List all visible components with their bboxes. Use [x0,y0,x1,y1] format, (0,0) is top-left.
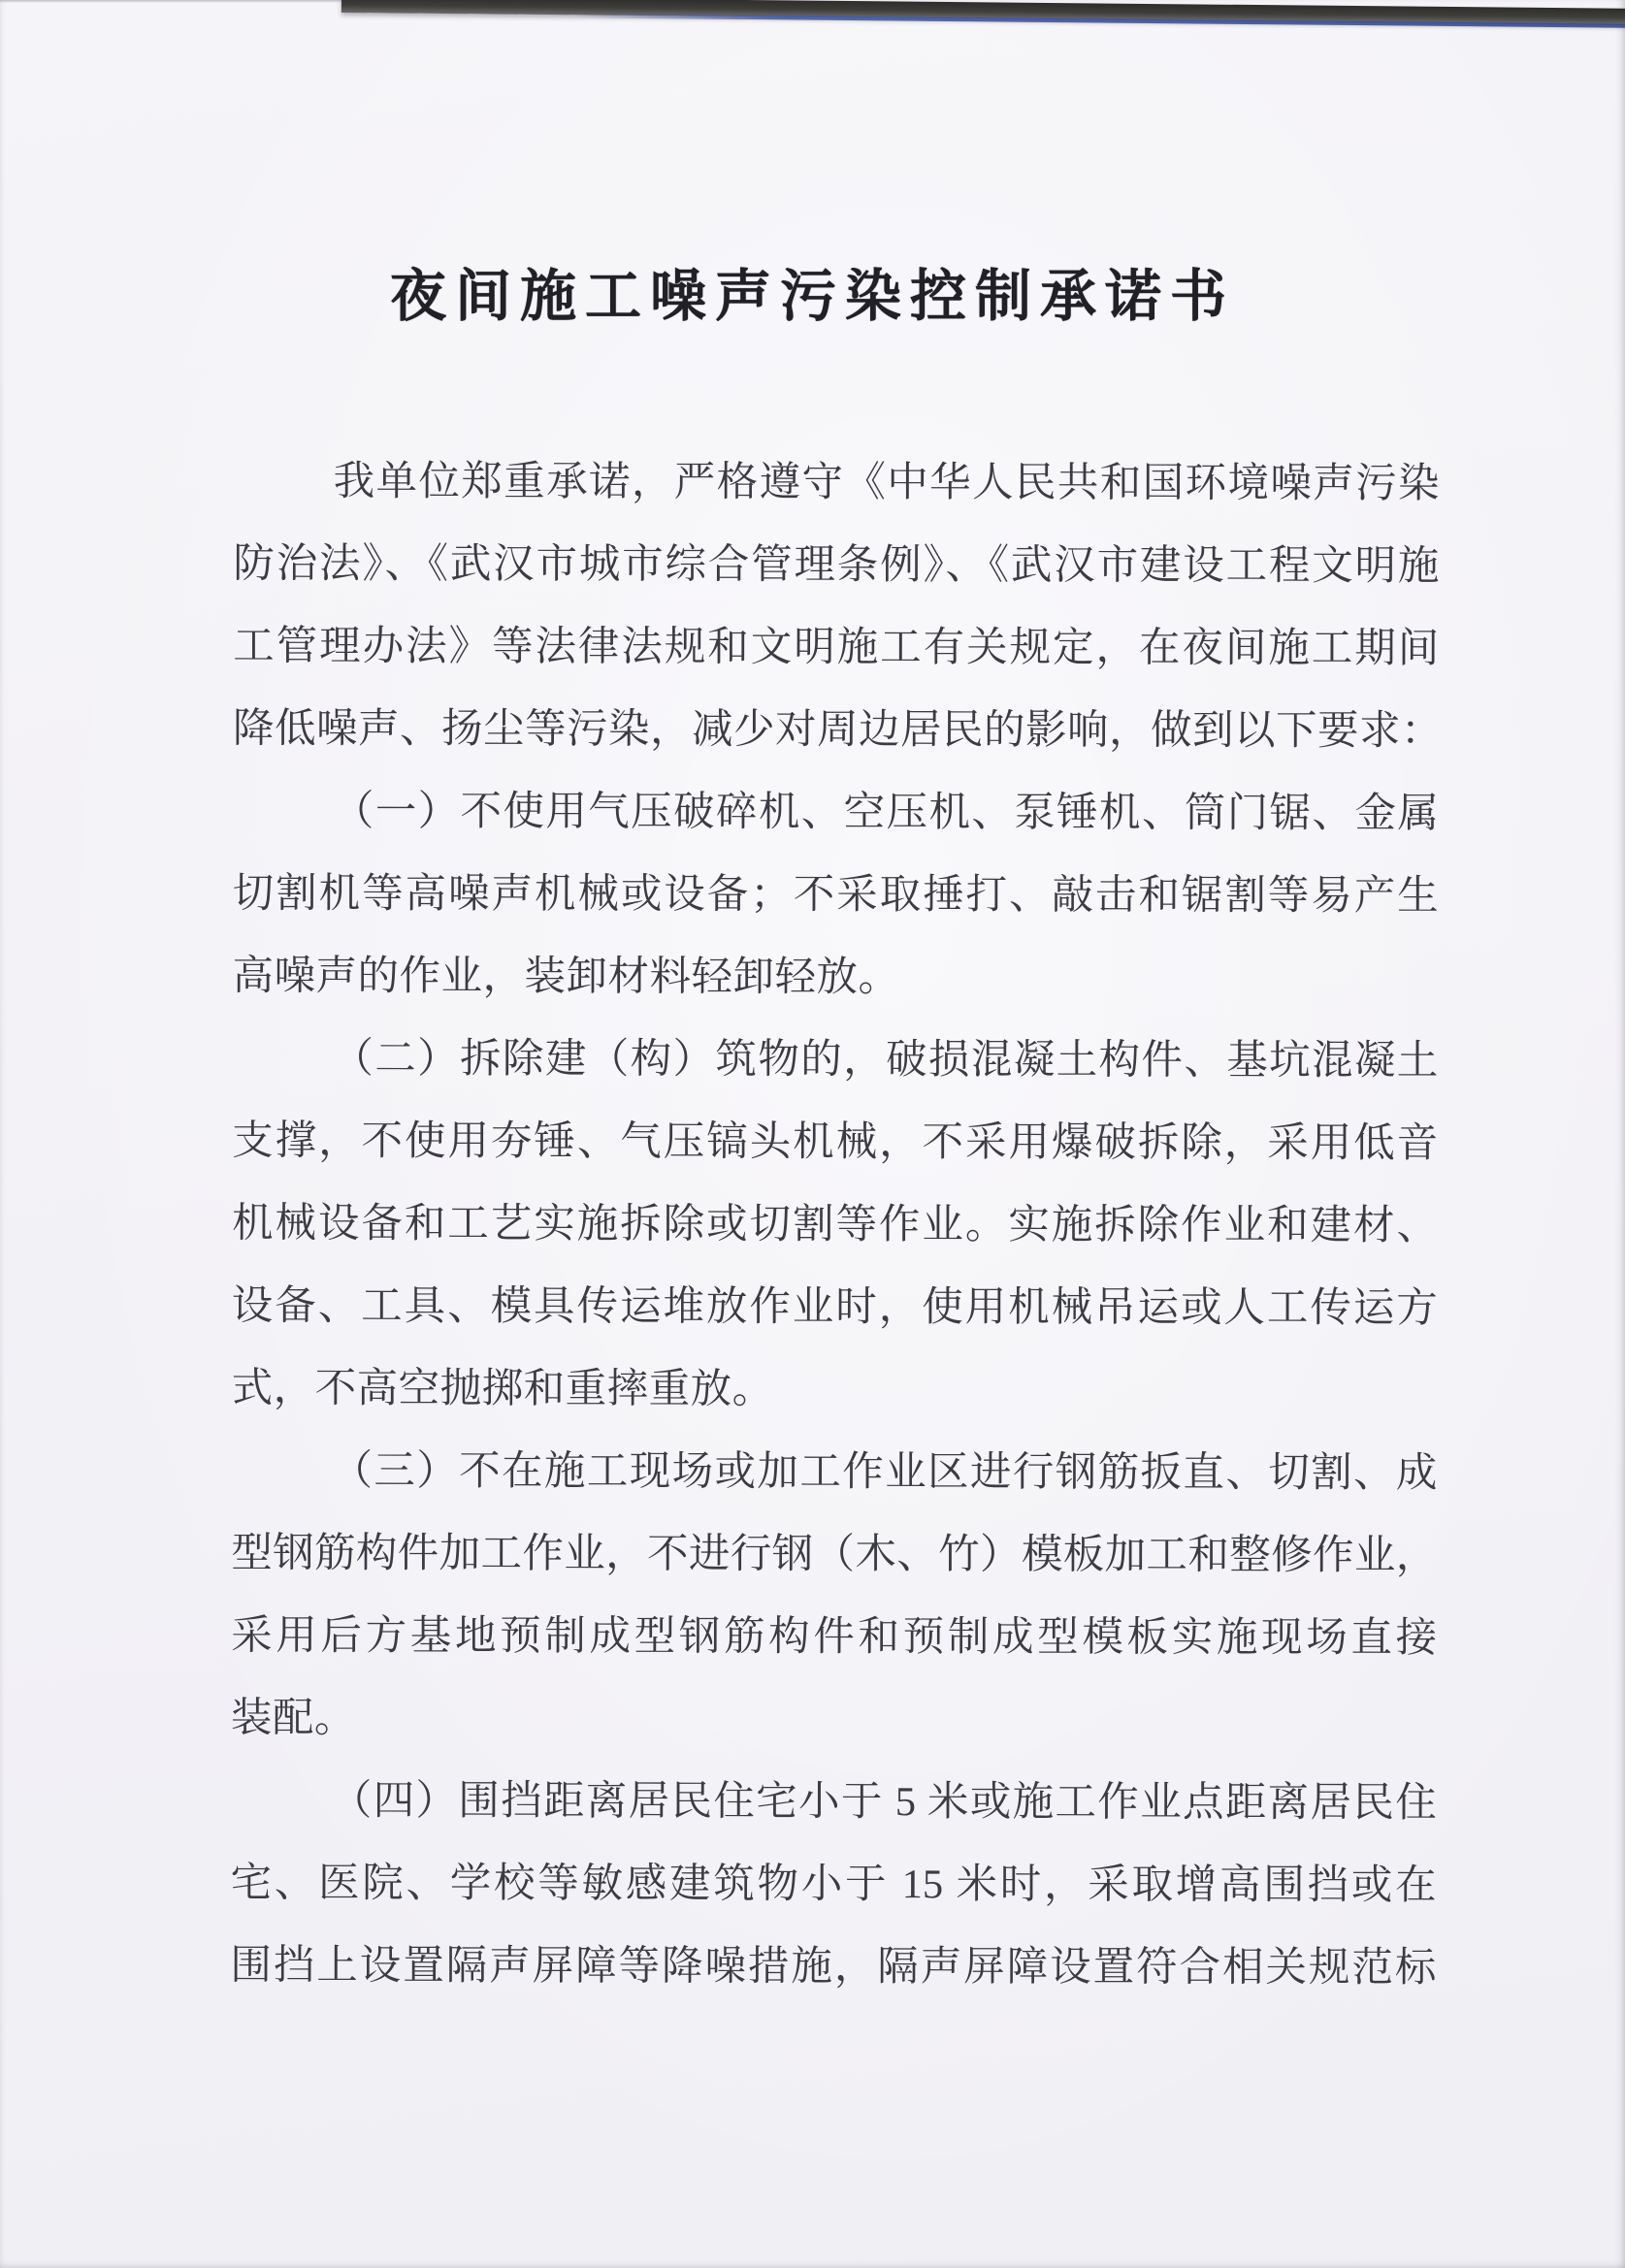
text-line: 工管理办法》等法律法规和文明施工有关规定，在夜间施工期间 [233,623,1440,672]
document-title: 夜间施工噪声污染控制承诺书 [389,265,1235,328]
text-line: 机械设备和工艺实施拆除或切割等作业。实施拆除作业和建材、 [231,1200,1439,1249]
scanner-edge-artifact [341,0,1625,38]
text-line: 防治法》、《武汉市城市综合管理条例》、《武汉市建设工程文明施 [233,540,1440,590]
text-line: 我单位郑重承诺，严格遵守《中华人民共和国环境噪声污染 [333,458,1440,507]
text-line: 降低噪声、扬尘等污染，减少对周边居民的影响，做到以下要求： [233,705,1444,755]
text-line: 高噪声的作业，装卸材料轻卸轻放。 [232,953,900,1001]
text-line: 设备、工具、模具传运堆放作业时，使用机械吊运或人工传运方 [231,1282,1438,1332]
text-line: （四）围挡距离居民住宅小于 5 米或施工作业点距离居民住 [330,1777,1437,1827]
text-line: （二）拆除建（构）筑物的，破损混凝土构件、基坑混凝土 [332,1035,1439,1085]
text-line: 型钢筋构件加工作业，不进行钢（木、竹）模板加工和整修作业， [231,1530,1438,1579]
text-line: （三）不在施工现场或加工作业区进行钢筋扳直、切割、成 [331,1447,1438,1497]
text-line: 切割机等高噪声机械或设备；不采取捶打、敲击和锯割等易产生 [232,870,1439,920]
text-line: 式，不高空抛掷和重摔重放。 [231,1365,774,1412]
text-line: 装配。 [230,1695,356,1741]
text-line: 支撑，不使用夯锤、气压镐头机械，不采用爆破拆除，采用低音 [232,1118,1439,1167]
scan-edge-dark-bar [341,0,1625,25]
document-body [230,440,1444,2010]
text-line: 围挡上设置隔声屏障等降噪措施，隔声屏障设置符合相关规范标 [230,1942,1437,1992]
text-line: （一）不使用气压破碎机、空压机、泵锤机、筒门锯、金属 [332,788,1439,837]
text-line: 宅、医院、学校等敏感建筑物小于 15 米时，采取增高围挡或在 [230,1860,1437,1909]
scan-edge-blue-line [574,14,1625,28]
scan-paper-edge-shadow [0,0,349,3]
text-line: 采用后方基地预制成型钢筋构件和预制成型模板实施现场直接 [231,1612,1438,1662]
